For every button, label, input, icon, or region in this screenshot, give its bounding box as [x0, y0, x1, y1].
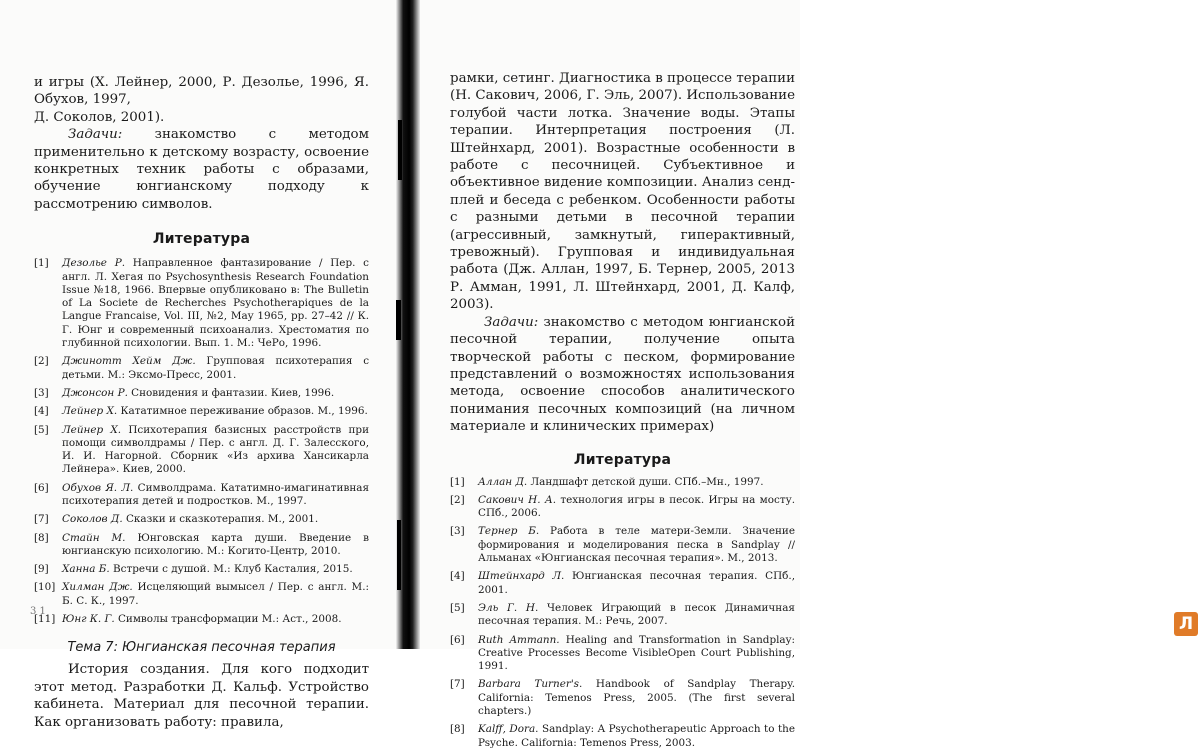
reference-item [34, 355, 369, 382]
reference-author: Стайн М. [62, 531, 126, 544]
reference-body: Символы трансформации М.: Аст., 2008. [114, 613, 342, 626]
book-spine-gutter [396, 0, 420, 649]
reference-body: Групповая психотерапия с детьми. М.: Эксмо-Пресс, 2001. [62, 355, 370, 381]
reference-body: Человек Играющий в песок Динамичная песочная терапия. М.: Речь, 2007. [478, 601, 795, 628]
reference-number: [5] [450, 601, 465, 614]
reference-number: [11] [34, 613, 56, 626]
reference-item [450, 678, 795, 718]
reference-text [62, 257, 369, 350]
reference-number: [10] [34, 581, 56, 594]
reference-text [478, 494, 795, 521]
reference-text [62, 532, 369, 559]
reference-body: Психотерапия базисных расстройств при помощи символдрамы / Пер. с англ. Д. Г. Залесского, И. И. Нагорной. Сборник «Из архива Хансикарла Лейнера». Киев, 2000. [62, 423, 369, 476]
reference-body: Символдрама. Кататимно-имагинативная психотерапия детей и подростков. М., 1997. [62, 481, 369, 507]
tasks-paragraph [34, 126, 369, 213]
reference-number: [3] [450, 525, 465, 538]
reference-author: Обухов Я. Л. [62, 481, 134, 494]
reference-body: Сказки и сказкотерапия. М., 2001. [122, 513, 319, 526]
left-page [0, 0, 400, 730]
reference-author: Эль Г. Н. [478, 601, 539, 614]
reference-body: Кататимное переживание образов. М., 1996. [117, 405, 368, 418]
reference-item [34, 405, 369, 418]
reference-item [450, 525, 795, 565]
reference-number: [8] [450, 723, 465, 736]
reference-number: [6] [34, 481, 49, 494]
reference-number: [2] [450, 493, 465, 506]
topic-heading: Тема 7: Юнгианская песочная терапия [67, 640, 336, 656]
literature-heading: Литература [152, 231, 251, 248]
reference-item [34, 513, 369, 526]
reference-text [62, 405, 369, 418]
reference-item [450, 494, 795, 521]
reference-number: [8] [34, 531, 49, 544]
scan-shadow [397, 520, 401, 590]
reference-author: Barbara Turner's. [478, 678, 583, 691]
reference-number: [7] [450, 678, 465, 691]
reference-item [450, 634, 795, 674]
reference-item [34, 387, 369, 400]
reference-author: Джинотт Хейм Дж. [62, 355, 196, 368]
reference-author: Аллан Д. [478, 475, 528, 488]
reference-number: [7] [34, 513, 49, 526]
tasks-text: знакомство с методом применительно к детскому возрасту, освоение конкретных техник работы с образами, обучение юнгианскому подходу к рассмотрению символов. [34, 127, 369, 212]
reference-text [62, 613, 369, 626]
reference-text [478, 476, 795, 489]
reference-item [34, 532, 369, 559]
tasks-label: Задачи: [484, 314, 539, 330]
reference-item [34, 482, 369, 509]
reference-number: [1] [34, 257, 49, 270]
right-page [412, 0, 1194, 749]
tasks-label: Задачи: [68, 127, 123, 143]
reference-item [34, 257, 369, 350]
tasks-text: знакомство с методом юнгианской песочной терапии, получение опыта творческой работы с песком, формирование представлений о возможностях использования метода, освоение способов аналитического понимания песочных композиций (на личном материале и клинических примерах) [450, 314, 795, 435]
reference-author: Хилман Дж. [62, 581, 133, 594]
scan-shadow [396, 300, 401, 340]
reference-item [450, 602, 795, 629]
reference-body: Исцеляющий вымысел / Пер. с англ. М.: Б. С. К., 1997. [62, 581, 369, 607]
reference-number: [5] [34, 423, 49, 436]
reference-number: [6] [450, 633, 465, 646]
reference-body: Handbook of Sandplay Therapy. California: Temenos Press, 2005. (The first several chapters.) [478, 678, 795, 717]
page-number: 3 1 [30, 606, 46, 617]
reference-author: Джонсон Р. [62, 386, 128, 399]
reference-body: Healing and Transformation in Sandplay: Creative Processes Become VisibleOpen Court Publishing, 1991. [478, 633, 795, 673]
reference-item [34, 563, 369, 576]
reference-body: Юнговская карта души. Введение в юнгианскую психологию. М.: Когито-Центр, 2010. [62, 531, 370, 557]
reference-author: Штейнхард Л. [478, 570, 565, 583]
reference-text [62, 513, 369, 526]
reference-text [478, 678, 795, 718]
reference-number: [1] [450, 475, 465, 488]
reference-number: [4] [450, 570, 465, 583]
reference-body: технология игры в песок. Игры на мосту. СПб., 2006. [478, 493, 796, 520]
reference-number: [2] [34, 355, 49, 368]
reference-text [478, 634, 795, 674]
reference-number: [3] [34, 386, 49, 399]
reference-text [478, 525, 795, 565]
reference-item [450, 723, 795, 750]
reference-list [34, 257, 369, 626]
reference-text [478, 723, 795, 750]
reference-item [34, 581, 369, 608]
reference-author: Дезольe Р. [62, 257, 126, 270]
reference-author: Ruth Ammann. [478, 633, 560, 646]
reference-list [450, 476, 795, 750]
left-page-content [34, 74, 369, 731]
reference-author: Соколов Д. [62, 513, 123, 526]
reference-body: Работа в теле матери-Земли. Значение формирования и моделирования песка в Sandplay // Альманах «Юнгианская песочная терапия». М., 2013. [478, 525, 795, 565]
reference-author: Kalff, Dora. [478, 723, 539, 736]
right-page-content [450, 70, 795, 755]
intro-paragraph [34, 74, 369, 126]
reference-text [478, 602, 795, 629]
reference-body: Встречи с душой. М.: Клуб Касталия, 2015. [109, 563, 353, 576]
reference-body: Юнгианская песочная терапия. СПб., 2001. [478, 570, 795, 596]
reference-item [450, 570, 795, 597]
reference-text [62, 424, 369, 477]
reference-author: Ханна Б. [62, 563, 110, 576]
reference-number: [9] [34, 563, 49, 576]
reference-text [478, 570, 795, 597]
reference-item [34, 613, 369, 626]
reference-author: Юнг К. Г. [62, 613, 115, 626]
reference-body: Сновидения и фантазии. Киев, 1996. [127, 386, 335, 399]
publisher-logo-icon: Л [1174, 612, 1198, 636]
reference-body: Направленное фантазирование / Пер. с англ. Л. Хегая по Psychosynthesis Research Foundation Issue №18, 1966. Впервые опубликовано в: The Bulletin of La Societe de Recherches Psychotherapiques de la Langue Francaise, Vol. III, №2, May 1965, pp. 27–42 // К. Г. Юнг и современный психоанализ. Хрестоматия по глубинной психологии. Вып. 1. М.: ЧеРо, 1996. [62, 257, 369, 350]
intro-line-1: и игры (Х. Лейнер, 2000, Р. Дезольe, 1996, Я. Обухов, 1997, [34, 75, 369, 108]
reference-number: [4] [34, 405, 49, 418]
reference-author: Сакович Н. А. [478, 493, 557, 506]
reference-author: Тернер Б. [478, 525, 540, 538]
reference-item [34, 424, 369, 477]
continued-paragraph: рамки, сетинг. Диагностика в процессе терапии (Н. Сакович, 2006, Г. Эль, 2007). Использование голубой части лотка. Значение воды. Этапы терапии. Интерпретация построения (Л. Штейнхард, 2001). Возрастные особенности в работе с песочницей. Субъективное и объективное видение композиции. Анализ сенд-плей и беседа с ребенком. Особенности работы с разными детьми в песочной терапии (агрессивный, замкнутый, гиперактивный, тревожный). Групповая и индивидуальная работа (Дж. Аллан, 1997, Б. Тернер, 2005, 2013 Р. Амман, 1991, Л. Штейнхард, 2001, Д. Калф, 2003). [450, 71, 795, 313]
reference-text [62, 387, 369, 400]
reference-text [62, 563, 369, 576]
intro-line-2: Д. Соколов, 2001). [34, 109, 165, 125]
reference-body: Ландшафт детской души. СПб.–Мн., 1997. [527, 475, 764, 488]
reference-text [62, 581, 369, 608]
tasks-paragraph [450, 314, 795, 436]
reference-author: Лейнер Х. [62, 423, 122, 436]
reference-author: Лейнер Х. [62, 405, 118, 418]
literature-heading: Литература [573, 451, 672, 468]
reference-text [62, 482, 369, 509]
reference-text [62, 355, 369, 382]
reference-body: Sandplay: A Psychotherapeutic Approach to the Psyche. California: Temenos Press, 2003. [478, 723, 795, 749]
scan-shadow [398, 120, 402, 180]
topic-paragraph: История создания. Для кого подходит этот метод. Разработки Д. Кальф. Устройство кабинета. Материал для песочной терапии. Как организовать работу: правила, [34, 662, 369, 730]
reference-item [450, 476, 795, 489]
